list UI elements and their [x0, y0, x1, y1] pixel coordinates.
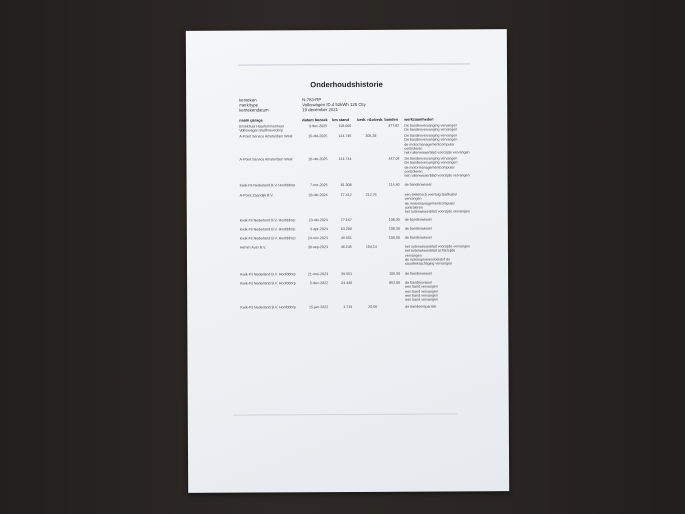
- meta-label: kentekendatum: [239, 107, 269, 113]
- cell-bedr-banden: 106,90: [389, 271, 401, 276]
- cell-km: 118.000: [338, 123, 352, 129]
- cell-bedr-banden: 862,00: [389, 280, 401, 285]
- col-header-km: km stand: [332, 117, 349, 123]
- meta-label: kenteken: [239, 97, 257, 103]
- cell-garage: Kwik-Fit Nederland B.V. Hoofddorp: [240, 281, 296, 286]
- cell-km: 114.745: [338, 133, 352, 139]
- cell-garage: Kwik-Fit Nederland B.V. Hoofddorp: [239, 183, 296, 188]
- cell-bedr-banden: 114,40: [388, 182, 400, 187]
- cell-werkzaamheden: De bandenvervanging vervangen De bandenvervanging vervangen de motormanagementcomputer controleren het ruitenwisserblad voorzijde vervangen: [404, 133, 470, 155]
- cell-bedr-ro: 212,75: [365, 192, 377, 197]
- cell-km: 46.245: [340, 244, 352, 250]
- cell-garage: Kwik-Fit Nederland B.V. Hoofddorp: [239, 218, 296, 223]
- col-header-garage: naam garage: [239, 118, 263, 123]
- cell-datum: 28-okt-2024: [308, 193, 328, 198]
- cell-bedr-ro: 305,38: [365, 133, 377, 138]
- cell-datum: 9-dec-2025: [309, 124, 328, 129]
- cell-garage: A-Point Service Amsterdam West: [239, 134, 293, 139]
- cell-datum: 9-apr-2024: [310, 227, 328, 232]
- document-title: Onderhoudshistorie: [310, 79, 383, 90]
- cell-datum: 23-okt-2024: [308, 218, 328, 223]
- cell-datum: 10-okt-2025: [308, 157, 328, 162]
- cell-werkzaamheden: de bandenwissel: [404, 235, 432, 240]
- cell-km: 63.200: [340, 226, 352, 232]
- cell-km: 39.551: [341, 271, 353, 277]
- cell-km: 114.744: [338, 156, 352, 162]
- col-header-bedr-banden: bedr. banden: [374, 117, 398, 122]
- cell-werkzaamheden: de bandenwissel een band vervangen een band vervangen een band vervangen een band vervangen: [405, 280, 438, 302]
- cell-datum: 21-mei-2023: [307, 272, 329, 277]
- cell-werkzaamheden: de bandenwissel: [404, 182, 432, 187]
- cell-werkzaamheden: de bandenwissel: [404, 226, 432, 231]
- cell-werkzaamheden: De bandenvervanging vervangen De bandenvervanging vervangen de motormanagementcomputer controleren het ruitenwisserblad voorzijde vervangen: [404, 156, 470, 178]
- cell-km: 81.308: [340, 182, 352, 188]
- cell-bedr-banden: 108,30: [388, 226, 400, 231]
- meta-value: Volkswagen ID.4 52kWh 125 City: [302, 102, 366, 108]
- cell-bedr-banden: 377,82: [388, 123, 400, 128]
- cell-garage: Kwik-Fit Nederland B.V. Hoofddorp: [240, 272, 296, 277]
- cell-bedr-banden: 108,30: [388, 217, 400, 222]
- cell-bedr-ro: 104,14: [365, 244, 377, 249]
- cell-bedr-banden: 447,04: [388, 156, 400, 161]
- cell-werkzaamheden: De bandenvervanging vervangen De bandenvervanging vervangen: [404, 123, 458, 132]
- cell-werkzaamheden: een elektrisch voertuig laadkabel vervangen de motormanagementcomputer controleren het ruitenwisserblad voorzijde vervangen: [404, 192, 470, 214]
- cell-garage: Kwik-Fit Nederland B.V. Hoofddorp: [239, 236, 296, 241]
- cell-bedr-banden: 100,90: [388, 235, 400, 240]
- footer-rule: [234, 413, 458, 415]
- vehicle-meta: [239, 97, 366, 113]
- cell-werkzaamheden: de bandenreparatie: [405, 304, 437, 309]
- cell-garage: A-Point Zaandijk B.V.: [239, 193, 274, 198]
- cell-datum: 5-dec-2022: [309, 281, 329, 286]
- col-header-werk: werkzaamheden: [404, 117, 434, 122]
- cell-werkzaamheden: de bandenwissel: [405, 271, 432, 276]
- meta-label: merk/type: [239, 102, 259, 108]
- cell-datum: 7-mrt-2025: [310, 183, 328, 188]
- cell-datum: 24-nov-2023: [307, 236, 328, 241]
- cell-garage: Hemm Auto B.V.: [239, 245, 267, 250]
- cell-garage: Kwik-Fit Nederland B.V. Hoofddorp: [239, 227, 296, 232]
- col-header-datum: datum bezoek: [302, 118, 328, 123]
- cell-bedr-ro: 20,00: [368, 304, 378, 309]
- cell-garage: Broekhuis Haarlemmermeer Volkswagen Badhoevedorp: [239, 124, 285, 133]
- cell-garage: Kwik-Fit Nederland B.V. Hoofddorp: [240, 305, 296, 310]
- cell-km: 49.551: [340, 235, 352, 241]
- cell-werkzaamheden: de bandenwissel: [404, 217, 432, 222]
- header-rule: [238, 63, 470, 65]
- cell-werkzaamheden: het ruitenwisserblad voorzijde vervangen het ruitenwisserblad achterzijde vervangen de ruitensproeiervloeistof de stuurbekrachtiging vervangen: [404, 244, 471, 266]
- document-page: [186, 29, 509, 493]
- cell-km: 24.440: [341, 280, 353, 286]
- col-header-bedr-ro: bedr. r&o: [357, 117, 374, 122]
- cell-km: 77.412: [340, 192, 352, 198]
- meta-value: 19 december 2021: [302, 107, 339, 113]
- meta-value: N-783-RP: [302, 97, 322, 103]
- cell-datum: 15-jan-2022: [309, 305, 329, 310]
- cell-datum: 15-okt-2025: [308, 134, 328, 139]
- meta-row: [239, 107, 366, 113]
- cell-km: 1.719: [343, 304, 353, 310]
- cell-garage: A-Point Service Amsterdam West: [239, 157, 293, 162]
- cell-km: 77.167: [340, 217, 352, 223]
- cell-datum: 30-sep-2023: [307, 245, 328, 250]
